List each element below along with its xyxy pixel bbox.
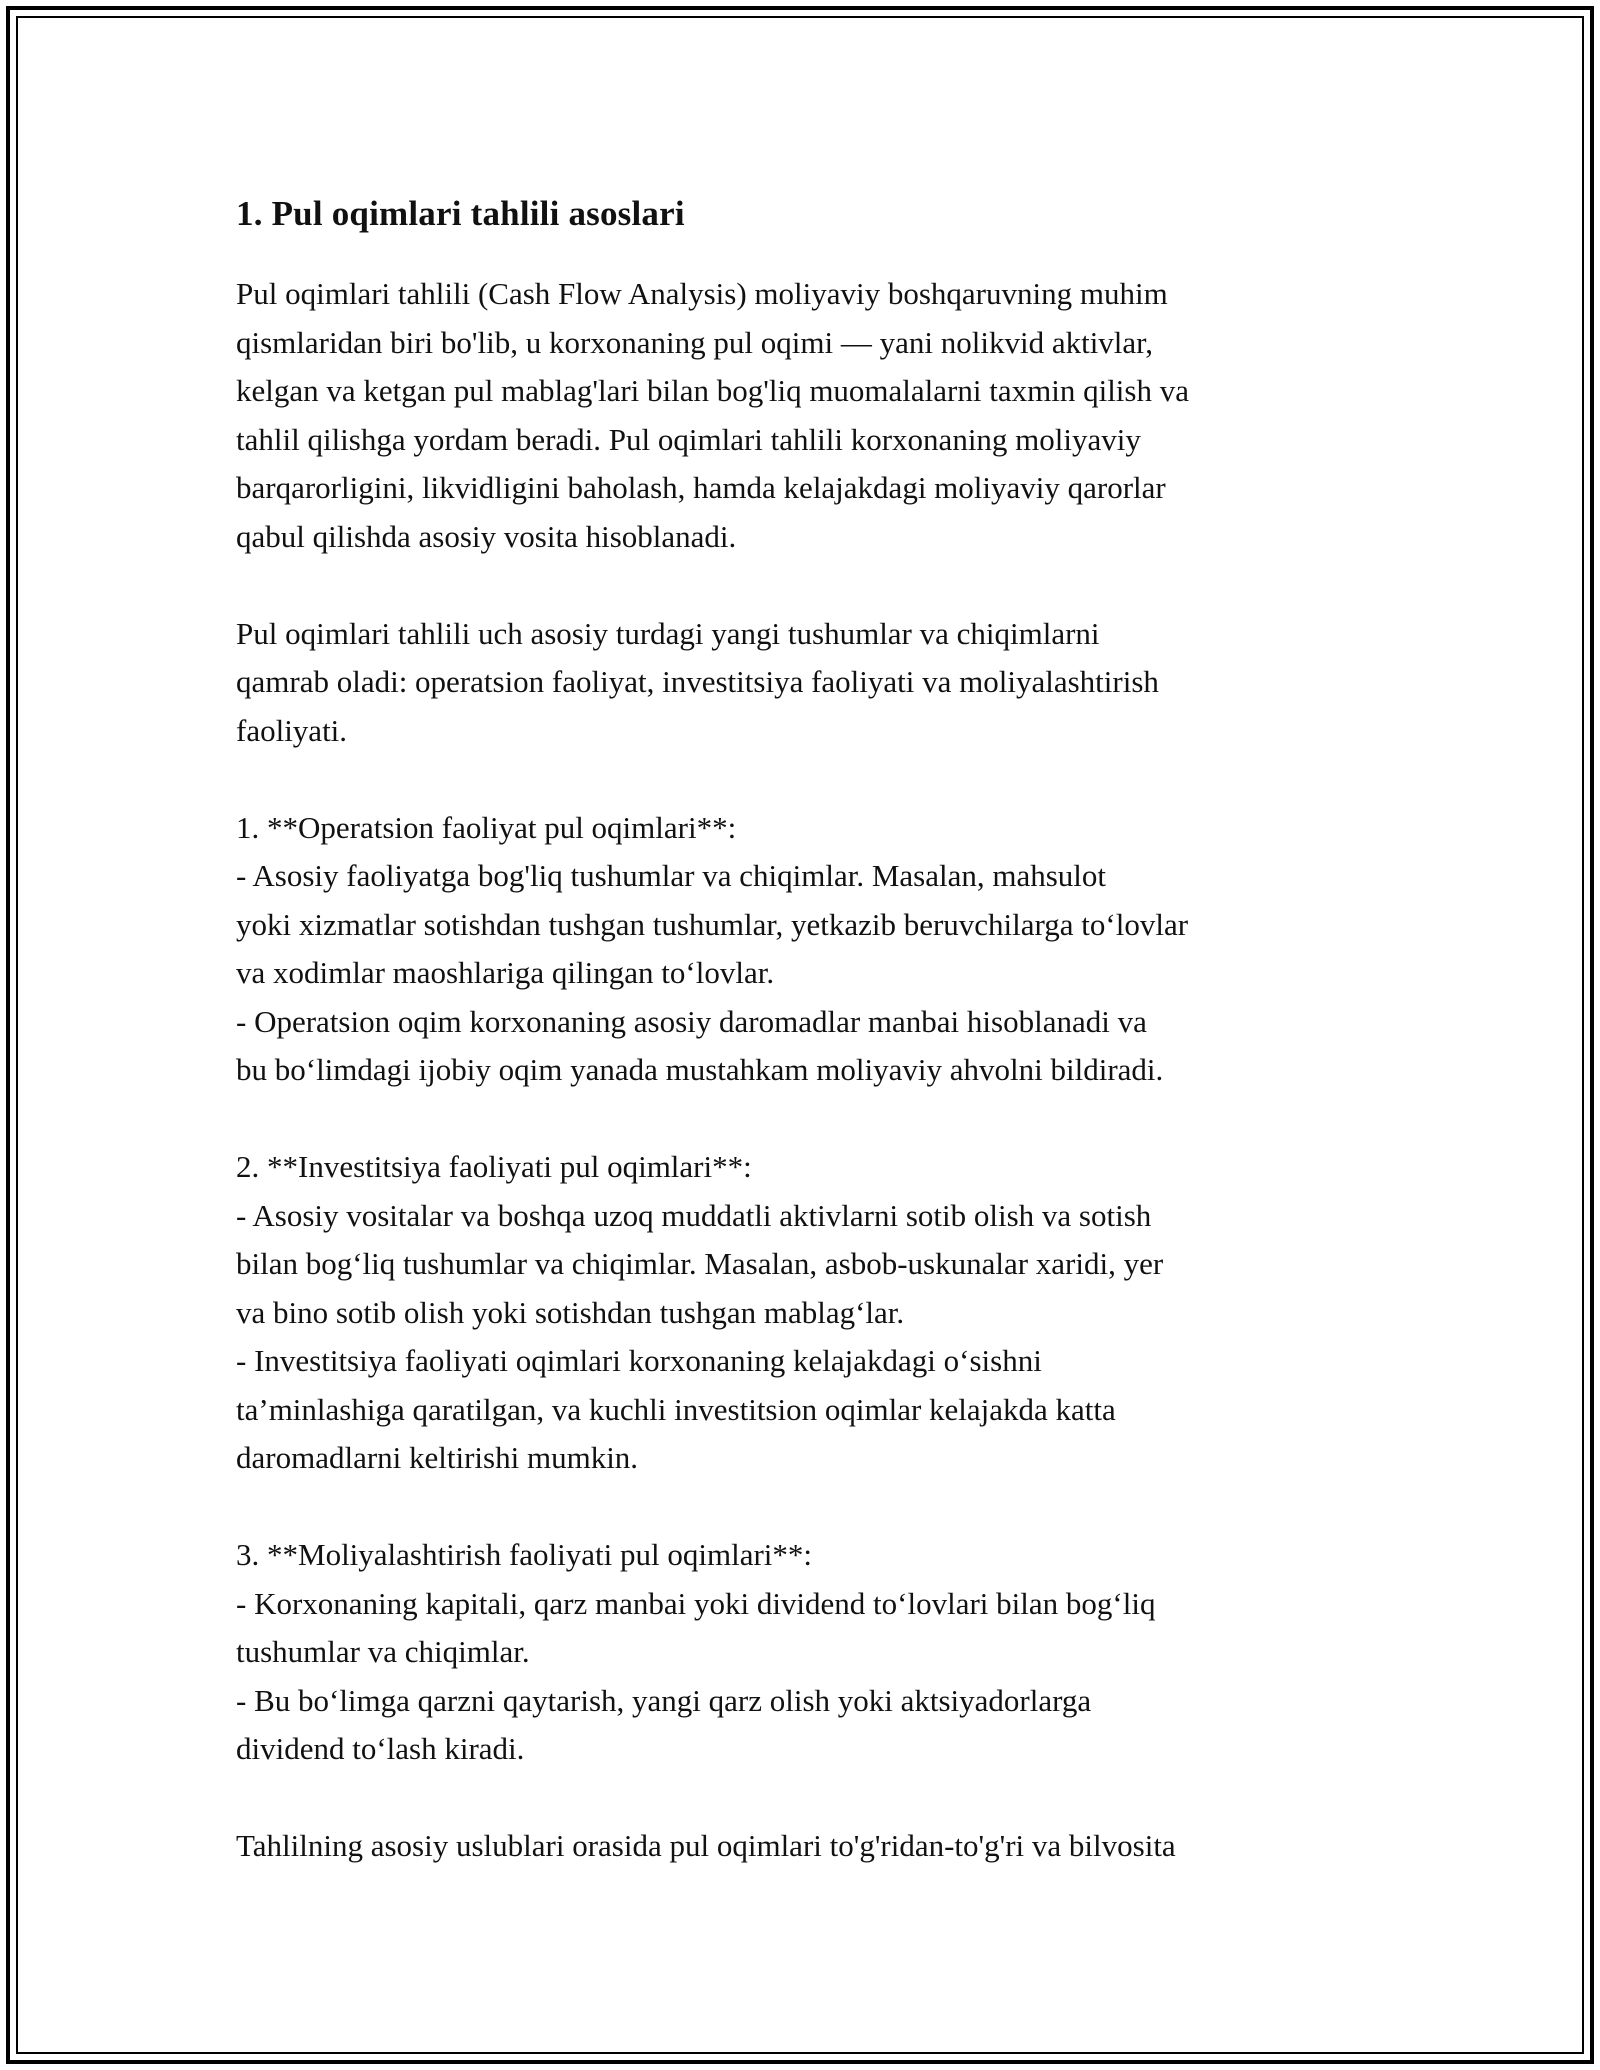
paragraph-gap bbox=[236, 755, 1376, 804]
paragraph-gap bbox=[236, 1483, 1376, 1532]
paragraph-intro: Pul oqimlari tahlili (Cash Flow Analysis) moliyaviy boshqaruvning muhim qismlaridan biri bo'lib, u korxonaning pul oqimi — yani nolikvid aktivlar, kelgan va ketgan pul mablag'lari bilan bog'liq muomalalarni taxmin qilish va tahlil qilishga yordam beradi. Pul oqimlari tahlili korxonaning moliyaviy barqarorligini, likvidligini baholash, hamda kelajakdagi moliyaviy qarorlar qabul qilishda asosiy vosita hisoblanadi. bbox=[236, 276, 1189, 554]
paragraph-methods: Tahlilning asosiy uslublari orasida pul oqimlari to'g'ridan-to'g'ri va bilvosita bbox=[236, 1828, 1176, 1863]
paragraph-gap bbox=[236, 1095, 1376, 1144]
list-item-operating: 1. **Operatsion faoliyat pul oqimlari**: - Asosiy faoliyatga bog'liq tushumlar va chiqimlar. Masalan, mahsulot yoki xizmatlar sotishdan tushgan tushumlar, yetkazib beruvchilarga to‘lovlar va xodimlar maoshlariga qilingan to‘lovlar. - Operatsion oqim korxonaning asosiy daromadlar manbai hisoblanadi va bu bo‘limdagi ijobiy oqim yanada mustahkam moliyaviy ahvolni bildiradi. bbox=[236, 809, 1189, 1087]
list-item-investing: 2. **Investitsiya faoliyati pul oqimlari**: - Asosiy vositalar va boshqa uzoq muddatli aktivlarni sotib olish va sotish bilan bog‘liq tushumlar va chiqimlar. Masalan, asbob-uskunalar xaridi, yer va bino sotib olish yoki sotishdan tushgan mablag‘lar. - Investitsiya faoliyati oqimlari korxonaning kelajakdagi o‘sishni ta’minlashiga qaratilgan, va kuchli investitsion oqimlar kelajakda katta daromadlarni keltirishi mumkin. bbox=[236, 1149, 1164, 1475]
section-heading: 1. Pul oqimlari tahlili asoslari bbox=[236, 194, 685, 233]
paragraph-gap bbox=[236, 1774, 1376, 1823]
paragraph-types: Pul oqimlari tahlili uch asosiy turdagi yangi tushumlar va chiqimlarni qamrab oladi: operatsion faoliyat, investitsiya faoliyati va moliyalashtirish faoliyati. bbox=[236, 615, 1159, 748]
paragraph-gap bbox=[236, 561, 1376, 610]
list-item-financing: 3. **Moliyalashtirish faoliyati pul oqimlari**: - Korxonaning kapitali, qarz manbai yoki dividend to‘lovlari bilan bog‘liq tushumlar va chiqimlar. - Bu bo‘limga qarzni qaytarish, yangi qarz olish yoki aktsiyadorlarga dividend to‘lash kiradi. bbox=[236, 1537, 1156, 1766]
document-body bbox=[236, 188, 1376, 1871]
